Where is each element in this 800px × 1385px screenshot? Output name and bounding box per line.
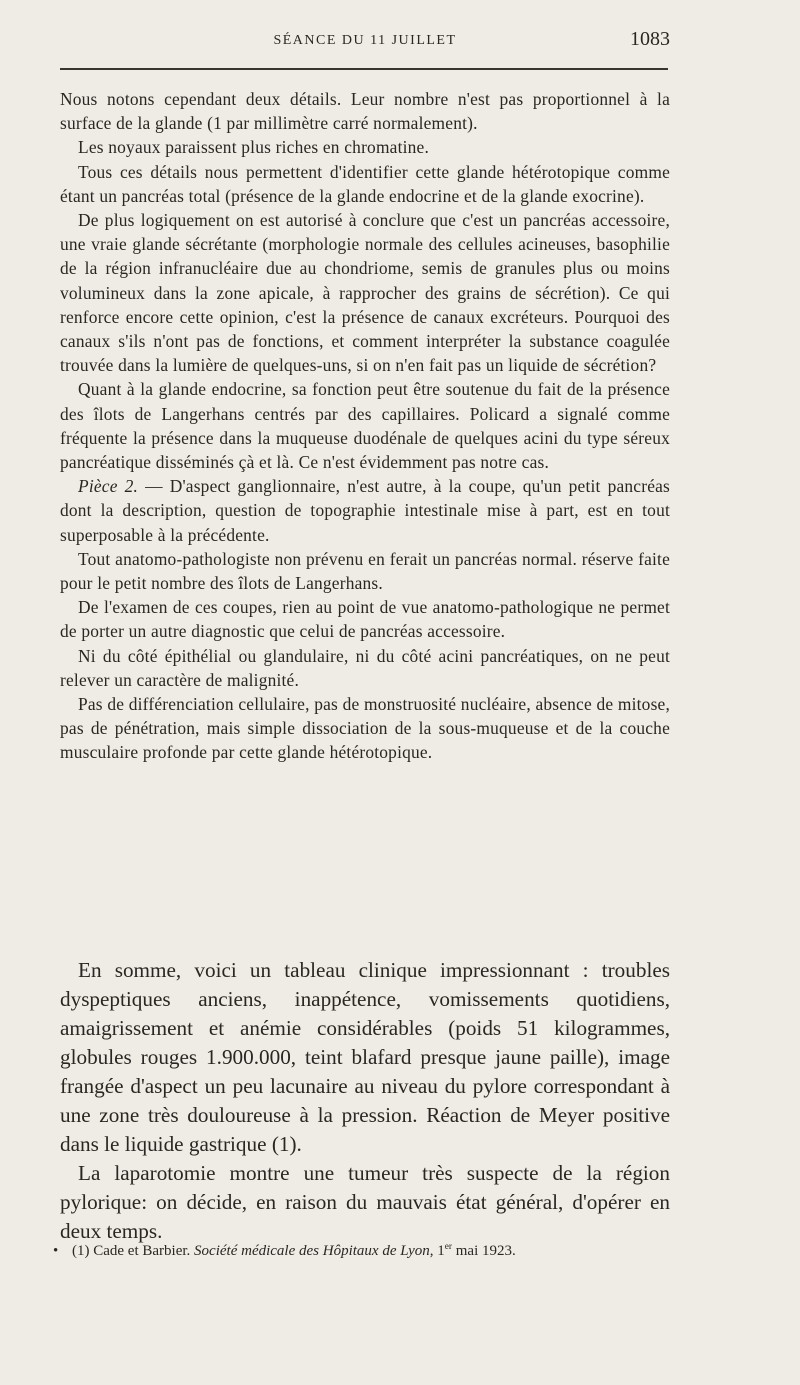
footnote xyxy=(72,1241,672,1261)
footnote-authors: (1) Cade et Barbier. xyxy=(72,1243,195,1259)
paragraph: Les noyaux paraissent plus riches en chromatine. xyxy=(78,137,430,158)
paragraph: De plus logiquement on est autorisé à conclure que c'est un pancréas accessoire, une vraie glande sécrétante (morphologie normale des cellules acineuses, basophilie de la région infranucléaire due au chondriome, semis de granules plus ou moins volumineux dans la zone apicale, à rapprocher des grains de sécrétion). Ce qui renforce encore cette opinion, c'est la présence de canaux excréteurs. Pourquoi des canaux s'ils n'ont pas de fonctions, et comment interpréter la substance coagulée trouvée dans la lumière de quelques-uns, si on n'en fait pas un liquide de sécrétion? xyxy=(60,210,670,376)
footnote-date-prefix: , 1 xyxy=(429,1243,445,1259)
paragraph: Pas de différenciation cellulaire, pas de monstruosité nucléaire, absence de mitose, pas de pénétration, mais simple dissociation de la sous-muqueuse et de la couche musculaire profonde par cette glande hétérotopique. xyxy=(60,694,670,763)
paragraph: En somme, voici un tableau clinique impressionnant : troubles dyspeptiques anciens, inappétence, vomissements quotidiens, amaigrissement et anémie considérables (poids 51 kilogrammes, globules rouges 1.900.000, teint blafard presque jaune paille), image frangée d'aspect un peu lacunaire au niveau du pylore correspondant à une zone très douloureuse à la pression. Réaction de Meyer positive dans le liquide gastrique (1). xyxy=(60,958,670,1156)
footnote-date-sup: er xyxy=(444,1242,453,1252)
piece-label: Pièce 2. xyxy=(78,476,139,497)
paragraph: De l'examen de ces coupes, rien au point de vue anatomo-pathologique ne permet de porter un autre diagnostic que celui de pancréas accessoire. xyxy=(60,597,670,642)
paragraph-piece-2 xyxy=(60,474,670,547)
running-header xyxy=(60,26,670,56)
paragraph: Tout anatomo-pathologiste non prévenu en ferait un pancréas normal. réserve faite pour le petit nombre des îlots de Langerhans. xyxy=(60,548,670,594)
paragraph: Tous ces détails nous permettent d'identifier cette glande hétérotopique comme étant un pancréas total (présence de la glande endocrine et de la glande exocrine). xyxy=(60,161,670,206)
running-title: SÉANCE DU 11 JUILLET xyxy=(273,33,457,48)
paragraph: Nous notons cependant deux détails. Leur nombre n'est pas proportionnel à la surface de la glande (1 par millimètre carré normalement). xyxy=(60,89,670,134)
header-rule xyxy=(60,68,668,70)
body-text-small xyxy=(60,87,670,765)
paragraph: Quant à la glande endocrine, sa fonction peut être soutenue du fait de la présence des îlots de Langerhans centrés par des capillaires. Policard a signalé comme fréquente la présence dans la muqueuse duodénale de quelques acini du type séreux pancréatique disséminés çà et là. Ce n'est évidemment pas notre cas. xyxy=(60,379,670,473)
footnote-date-suffix: mai 1923. xyxy=(452,1243,516,1259)
footnote-marker: • xyxy=(53,1243,59,1259)
page-number: 1083 xyxy=(630,28,670,50)
piece-text: — D'aspect ganglionnaire, n'est autre, à la coupe, qu'un petit pancréas dont la description, question de topographie intestinale mise à part, est en tout superposable à la précédente. xyxy=(60,476,670,545)
paragraph: La laparotomie montre une tumeur très suspecte de la région pylorique: on décide, en raison du mauvais état général, d'opérer en deux temps. xyxy=(60,1161,670,1243)
paragraph: Ni du côté épithélial ou glandulaire, ni du côté acini pancréatiques, on ne peut relever un caractère de malignité. xyxy=(60,645,670,690)
body-text-large xyxy=(60,956,670,1246)
footnote-source: Société médicale des Hôpitaux de Lyon xyxy=(194,1243,430,1259)
